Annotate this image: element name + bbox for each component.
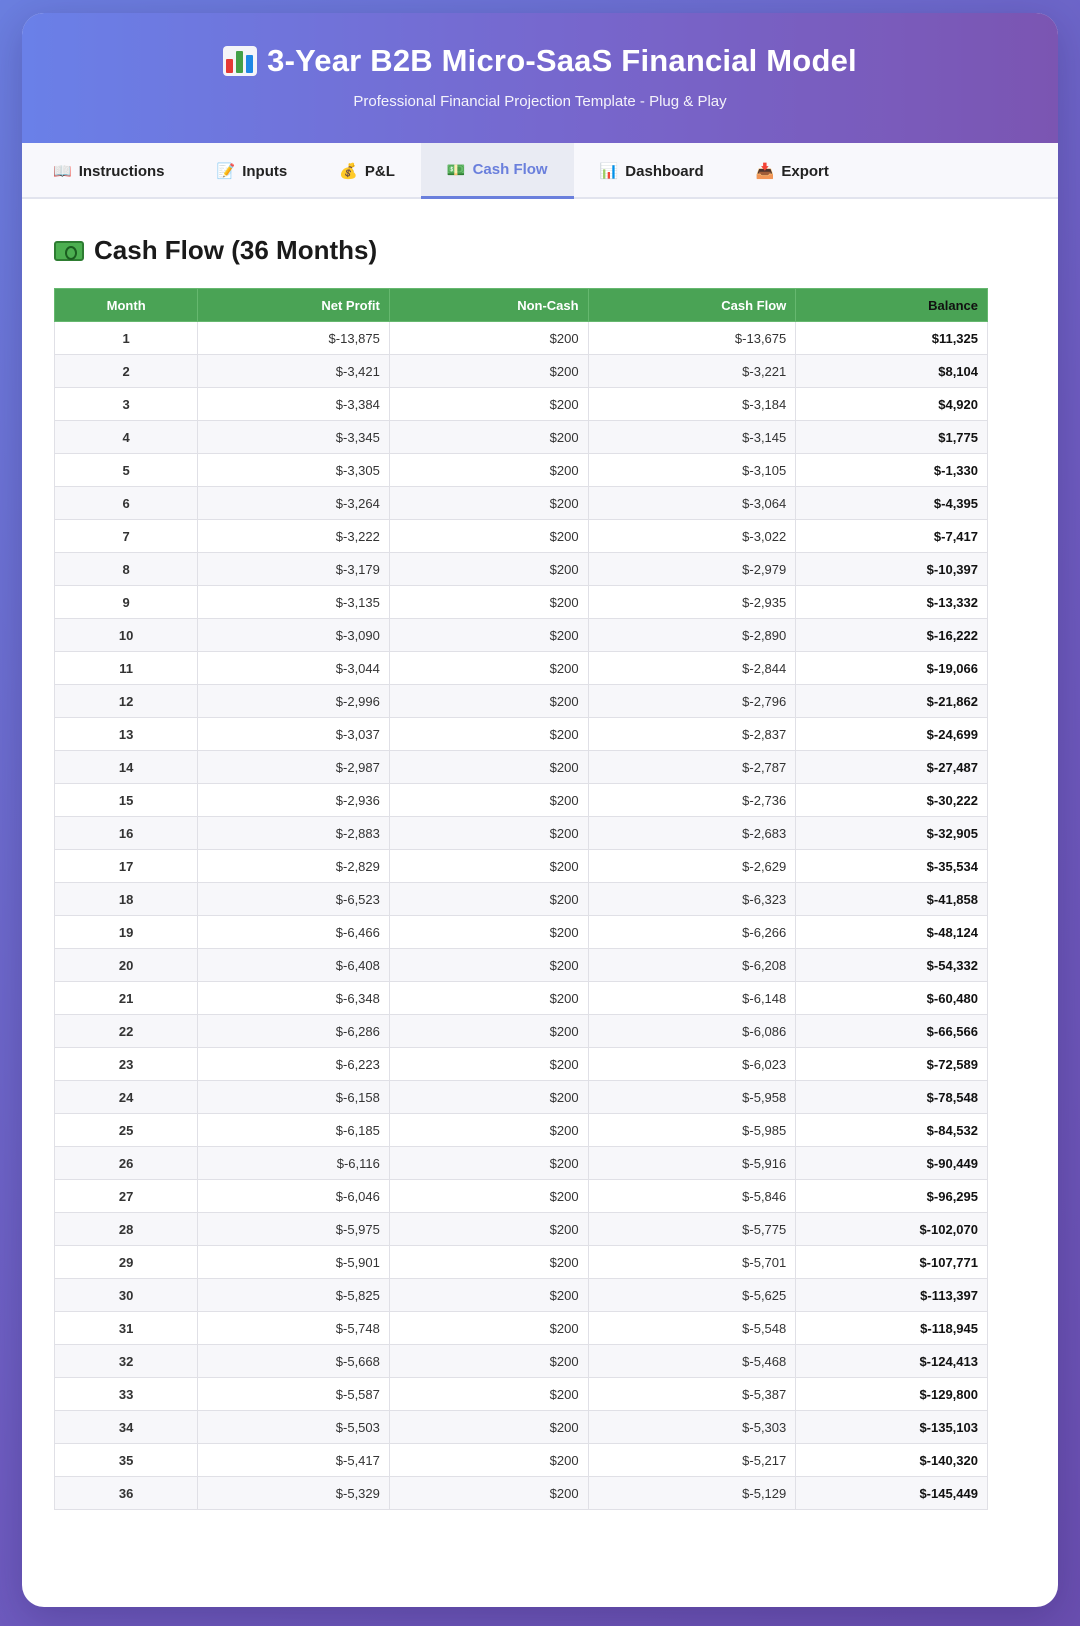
cell-month: 26 xyxy=(55,1147,198,1180)
table-row xyxy=(55,817,988,850)
cell-non-cash: $200 xyxy=(389,355,588,388)
cell-cash-flow: $-5,846 xyxy=(588,1180,796,1213)
header xyxy=(22,13,1058,143)
cell-non-cash: $200 xyxy=(389,553,588,586)
cell-balance: $-129,800 xyxy=(796,1378,988,1411)
table-row xyxy=(55,883,988,916)
section-title xyxy=(54,235,1026,266)
tab-export[interactable] xyxy=(730,143,855,199)
cell-non-cash: $200 xyxy=(389,784,588,817)
cell-non-cash: $200 xyxy=(389,1477,588,1510)
table-row xyxy=(55,1048,988,1081)
cell-net-profit: $-5,503 xyxy=(198,1411,390,1444)
cell-non-cash: $200 xyxy=(389,817,588,850)
cell-balance: $-66,566 xyxy=(796,1015,988,1048)
cell-balance: $-145,449 xyxy=(796,1477,988,1510)
cell-non-cash: $200 xyxy=(389,850,588,883)
cell-cash-flow: $-5,548 xyxy=(588,1312,796,1345)
cell-net-profit: $-3,345 xyxy=(198,421,390,454)
table-row xyxy=(55,388,988,421)
cell-month: 7 xyxy=(55,520,198,553)
cell-non-cash: $200 xyxy=(389,1048,588,1081)
table-row xyxy=(55,1279,988,1312)
cell-month: 33 xyxy=(55,1378,198,1411)
cell-balance: $-118,945 xyxy=(796,1312,988,1345)
bar-chart-icon: 📊 xyxy=(599,163,619,180)
cell-month: 18 xyxy=(55,883,198,916)
cell-non-cash: $200 xyxy=(389,1378,588,1411)
cell-month: 35 xyxy=(55,1444,198,1477)
cell-cash-flow: $-5,985 xyxy=(588,1114,796,1147)
cell-cash-flow: $-5,958 xyxy=(588,1081,796,1114)
cell-net-profit: $-3,179 xyxy=(198,553,390,586)
tab-label: Dashboard xyxy=(625,162,704,180)
cell-net-profit: $-5,587 xyxy=(198,1378,390,1411)
table-row xyxy=(55,520,988,553)
table-row xyxy=(55,355,988,388)
table-row xyxy=(55,1411,988,1444)
cell-net-profit: $-3,090 xyxy=(198,619,390,652)
table-row xyxy=(55,1246,988,1279)
table-row xyxy=(55,784,988,817)
cell-balance: $-54,332 xyxy=(796,949,988,982)
cell-non-cash: $200 xyxy=(389,751,588,784)
page-title-text: 3-Year B2B Micro-SaaS Financial Model xyxy=(267,43,857,78)
cell-cash-flow: $-5,916 xyxy=(588,1147,796,1180)
table-row xyxy=(55,1345,988,1378)
cell-month: 21 xyxy=(55,982,198,1015)
cell-non-cash: $200 xyxy=(389,883,588,916)
cell-month: 9 xyxy=(55,586,198,619)
cell-balance: $-84,532 xyxy=(796,1114,988,1147)
cell-cash-flow: $-5,625 xyxy=(588,1279,796,1312)
table-row xyxy=(55,1015,988,1048)
cell-cash-flow: $-13,675 xyxy=(588,322,796,355)
page-subtitle: Professional Financial Projection Template - Plug & Play xyxy=(353,93,727,110)
cell-net-profit: $-2,936 xyxy=(198,784,390,817)
cell-balance: $-10,397 xyxy=(796,553,988,586)
tab-pnl[interactable] xyxy=(313,143,421,199)
cell-net-profit: $-5,975 xyxy=(198,1213,390,1246)
cell-balance: $-4,395 xyxy=(796,487,988,520)
cell-cash-flow: $-2,890 xyxy=(588,619,796,652)
cell-month: 24 xyxy=(55,1081,198,1114)
cell-cash-flow: $-6,086 xyxy=(588,1015,796,1048)
cell-non-cash: $200 xyxy=(389,322,588,355)
cell-cash-flow: $-2,935 xyxy=(588,586,796,619)
cell-net-profit: $-5,417 xyxy=(198,1444,390,1477)
cell-non-cash: $200 xyxy=(389,1213,588,1246)
column-header-balance: Balance xyxy=(796,289,988,322)
table-row xyxy=(55,454,988,487)
cell-non-cash: $200 xyxy=(389,982,588,1015)
cell-net-profit: $-3,037 xyxy=(198,718,390,751)
table-row xyxy=(55,619,988,652)
cell-non-cash: $200 xyxy=(389,1015,588,1048)
page-title xyxy=(22,43,1058,79)
cell-non-cash: $200 xyxy=(389,652,588,685)
tab-label: P&L xyxy=(364,162,395,180)
table-row xyxy=(55,586,988,619)
cell-balance: $-140,320 xyxy=(796,1444,988,1477)
table-row xyxy=(55,1444,988,1477)
cell-cash-flow: $-5,303 xyxy=(588,1411,796,1444)
cell-non-cash: $200 xyxy=(389,454,588,487)
cell-cash-flow: $-6,266 xyxy=(588,916,796,949)
app-card xyxy=(22,13,1058,1607)
cell-non-cash: $200 xyxy=(389,1114,588,1147)
cell-non-cash: $200 xyxy=(389,619,588,652)
table-row xyxy=(55,487,988,520)
cell-balance: $-24,699 xyxy=(796,718,988,751)
cell-month: 8 xyxy=(55,553,198,586)
cell-non-cash: $200 xyxy=(389,1411,588,1444)
table-row xyxy=(55,1180,988,1213)
cell-month: 19 xyxy=(55,916,198,949)
cell-non-cash: $200 xyxy=(389,718,588,751)
cell-month: 22 xyxy=(55,1015,198,1048)
cell-cash-flow: $-2,683 xyxy=(588,817,796,850)
table-row xyxy=(55,1312,988,1345)
cell-cash-flow: $-6,023 xyxy=(588,1048,796,1081)
dollar-banknote-icon xyxy=(54,241,84,261)
cell-net-profit: $-6,046 xyxy=(198,1180,390,1213)
cell-net-profit: $-2,996 xyxy=(198,685,390,718)
cell-net-profit: $-3,384 xyxy=(198,388,390,421)
cell-non-cash: $200 xyxy=(389,1279,588,1312)
cell-net-profit: $-6,185 xyxy=(198,1114,390,1147)
bar-chart-icon xyxy=(223,46,257,76)
cell-balance: $-27,487 xyxy=(796,751,988,784)
cell-cash-flow: $-3,221 xyxy=(588,355,796,388)
column-header-month: Month xyxy=(55,289,198,322)
cell-cash-flow: $-2,629 xyxy=(588,850,796,883)
cell-net-profit: $-6,523 xyxy=(198,883,390,916)
cell-cash-flow: $-2,979 xyxy=(588,553,796,586)
cell-cash-flow: $-3,184 xyxy=(588,388,796,421)
cell-month: 23 xyxy=(55,1048,198,1081)
table-row xyxy=(55,718,988,751)
cell-cash-flow: $-3,105 xyxy=(588,454,796,487)
cell-net-profit: $-5,825 xyxy=(198,1279,390,1312)
cell-non-cash: $200 xyxy=(389,1246,588,1279)
cell-net-profit: $-6,348 xyxy=(198,982,390,1015)
cell-month: 4 xyxy=(55,421,198,454)
cell-net-profit: $-5,668 xyxy=(198,1345,390,1378)
cell-cash-flow: $-5,701 xyxy=(588,1246,796,1279)
cell-net-profit: $-3,135 xyxy=(198,586,390,619)
table-body xyxy=(55,322,988,1510)
cell-month: 12 xyxy=(55,685,198,718)
memo-icon: 📝 xyxy=(216,163,236,180)
cell-month: 28 xyxy=(55,1213,198,1246)
table-row xyxy=(55,1477,988,1510)
table-row xyxy=(55,1114,988,1147)
cell-non-cash: $200 xyxy=(389,1147,588,1180)
cell-month: 10 xyxy=(55,619,198,652)
cell-balance: $-19,066 xyxy=(796,652,988,685)
cell-non-cash: $200 xyxy=(389,916,588,949)
cell-net-profit: $-6,223 xyxy=(198,1048,390,1081)
cell-month: 34 xyxy=(55,1411,198,1444)
cell-net-profit: $-6,466 xyxy=(198,916,390,949)
cell-balance: $4,920 xyxy=(796,388,988,421)
cell-month: 16 xyxy=(55,817,198,850)
dollar-banknote-icon: 💵 xyxy=(446,161,466,179)
cell-balance: $-124,413 xyxy=(796,1345,988,1378)
cell-month: 3 xyxy=(55,388,198,421)
table-row xyxy=(55,949,988,982)
cell-non-cash: $200 xyxy=(389,520,588,553)
cell-cash-flow: $-6,323 xyxy=(588,883,796,916)
table-row xyxy=(55,1081,988,1114)
cell-net-profit: $-5,329 xyxy=(198,1477,390,1510)
cell-balance: $-1,330 xyxy=(796,454,988,487)
table-row xyxy=(55,685,988,718)
cell-month: 13 xyxy=(55,718,198,751)
cell-non-cash: $200 xyxy=(389,487,588,520)
cell-balance: $-96,295 xyxy=(796,1180,988,1213)
cell-net-profit: $-3,264 xyxy=(198,487,390,520)
cell-balance: $-13,332 xyxy=(796,586,988,619)
column-header-net-profit: Net Profit xyxy=(198,289,390,322)
cell-non-cash: $200 xyxy=(389,421,588,454)
cash-flow-table xyxy=(54,288,988,1510)
table-header-row xyxy=(55,289,988,322)
tab-instructions[interactable] xyxy=(27,143,191,199)
tab-dashboard[interactable] xyxy=(574,143,730,199)
cell-net-profit: $-2,829 xyxy=(198,850,390,883)
table-row xyxy=(55,322,988,355)
table-row xyxy=(55,916,988,949)
cell-balance: $-113,397 xyxy=(796,1279,988,1312)
cell-balance: $-21,862 xyxy=(796,685,988,718)
cell-balance: $-32,905 xyxy=(796,817,988,850)
table-row xyxy=(55,1147,988,1180)
cell-cash-flow: $-5,129 xyxy=(588,1477,796,1510)
cell-non-cash: $200 xyxy=(389,1444,588,1477)
column-header-non-cash: Non-Cash xyxy=(389,289,588,322)
cell-cash-flow: $-2,796 xyxy=(588,685,796,718)
section-title-text: Cash Flow (36 Months) xyxy=(94,235,378,265)
cell-non-cash: $200 xyxy=(389,949,588,982)
table-row xyxy=(55,751,988,784)
table-row xyxy=(55,850,988,883)
cell-month: 30 xyxy=(55,1279,198,1312)
cell-cash-flow: $-2,736 xyxy=(588,784,796,817)
table-row xyxy=(55,1213,988,1246)
tab-bar xyxy=(22,143,1058,199)
cell-month: 20 xyxy=(55,949,198,982)
table-row xyxy=(55,982,988,1015)
cell-cash-flow: $-2,837 xyxy=(588,718,796,751)
table-row xyxy=(55,1378,988,1411)
cell-balance: $-102,070 xyxy=(796,1213,988,1246)
cell-net-profit: $-2,883 xyxy=(198,817,390,850)
cell-month: 36 xyxy=(55,1477,198,1510)
column-header-cash-flow: Cash Flow xyxy=(588,289,796,322)
cell-month: 14 xyxy=(55,751,198,784)
cell-month: 25 xyxy=(55,1114,198,1147)
cell-cash-flow: $-2,844 xyxy=(588,652,796,685)
cell-cash-flow: $-5,217 xyxy=(588,1444,796,1477)
book-icon: 📖 xyxy=(53,163,72,180)
cell-balance: $-48,124 xyxy=(796,916,988,949)
cell-month: 5 xyxy=(55,454,198,487)
cell-month: 29 xyxy=(55,1246,198,1279)
cell-cash-flow: $-5,775 xyxy=(588,1213,796,1246)
cell-balance: $-72,589 xyxy=(796,1048,988,1081)
cell-cash-flow: $-5,468 xyxy=(588,1345,796,1378)
tab-label: Instructions xyxy=(78,162,165,180)
cell-month: 15 xyxy=(55,784,198,817)
cell-net-profit: $-6,408 xyxy=(198,949,390,982)
cell-net-profit: $-5,748 xyxy=(198,1312,390,1345)
cell-net-profit: $-6,116 xyxy=(198,1147,390,1180)
cell-non-cash: $200 xyxy=(389,1180,588,1213)
cell-cash-flow: $-5,387 xyxy=(588,1378,796,1411)
cell-net-profit: $-3,421 xyxy=(198,355,390,388)
cell-non-cash: $200 xyxy=(389,1345,588,1378)
tab-label: Inputs xyxy=(242,162,288,180)
cell-balance: $8,104 xyxy=(796,355,988,388)
table-row xyxy=(55,652,988,685)
tab-label: Export xyxy=(781,162,829,180)
cell-cash-flow: $-3,145 xyxy=(588,421,796,454)
cell-balance: $-7,417 xyxy=(796,520,988,553)
cell-cash-flow: $-2,787 xyxy=(588,751,796,784)
cell-month: 1 xyxy=(55,322,198,355)
cell-balance: $-16,222 xyxy=(796,619,988,652)
money-bag-icon: 💰 xyxy=(339,163,358,180)
cell-cash-flow: $-6,148 xyxy=(588,982,796,1015)
cell-balance: $-41,858 xyxy=(796,883,988,916)
cell-net-profit: $-3,222 xyxy=(198,520,390,553)
cell-balance: $-35,534 xyxy=(796,850,988,883)
cell-balance: $-90,449 xyxy=(796,1147,988,1180)
cell-non-cash: $200 xyxy=(389,586,588,619)
cell-balance: $-78,548 xyxy=(796,1081,988,1114)
cell-balance: $-107,771 xyxy=(796,1246,988,1279)
table-row xyxy=(55,421,988,454)
table-row xyxy=(55,553,988,586)
cell-net-profit: $-3,044 xyxy=(198,652,390,685)
cell-cash-flow: $-3,022 xyxy=(588,520,796,553)
cell-month: 6 xyxy=(55,487,198,520)
cash-flow-panel xyxy=(22,199,1058,1510)
cell-month: 27 xyxy=(55,1180,198,1213)
inbox-tray-icon: 📥 xyxy=(755,163,775,180)
cell-balance: $11,325 xyxy=(796,322,988,355)
cell-net-profit: $-2,987 xyxy=(198,751,390,784)
tab-cash-flow[interactable] xyxy=(421,143,574,199)
cell-net-profit: $-6,286 xyxy=(198,1015,390,1048)
cell-balance: $-135,103 xyxy=(796,1411,988,1444)
cell-cash-flow: $-6,208 xyxy=(588,949,796,982)
cell-cash-flow: $-3,064 xyxy=(588,487,796,520)
cell-balance: $1,775 xyxy=(796,421,988,454)
cell-month: 32 xyxy=(55,1345,198,1378)
cell-non-cash: $200 xyxy=(389,388,588,421)
cell-net-profit: $-5,901 xyxy=(198,1246,390,1279)
cell-net-profit: $-6,158 xyxy=(198,1081,390,1114)
tab-label: Cash Flow xyxy=(472,161,548,178)
cell-balance: $-30,222 xyxy=(796,784,988,817)
cell-month: 31 xyxy=(55,1312,198,1345)
cell-non-cash: $200 xyxy=(389,1312,588,1345)
cell-balance: $-60,480 xyxy=(796,982,988,1015)
cell-net-profit: $-13,875 xyxy=(198,322,390,355)
cell-non-cash: $200 xyxy=(389,1081,588,1114)
cell-non-cash: $200 xyxy=(389,685,588,718)
cell-month: 2 xyxy=(55,355,198,388)
cell-net-profit: $-3,305 xyxy=(198,454,390,487)
cell-month: 11 xyxy=(55,652,198,685)
cell-month: 17 xyxy=(55,850,198,883)
tab-inputs[interactable] xyxy=(191,143,314,199)
